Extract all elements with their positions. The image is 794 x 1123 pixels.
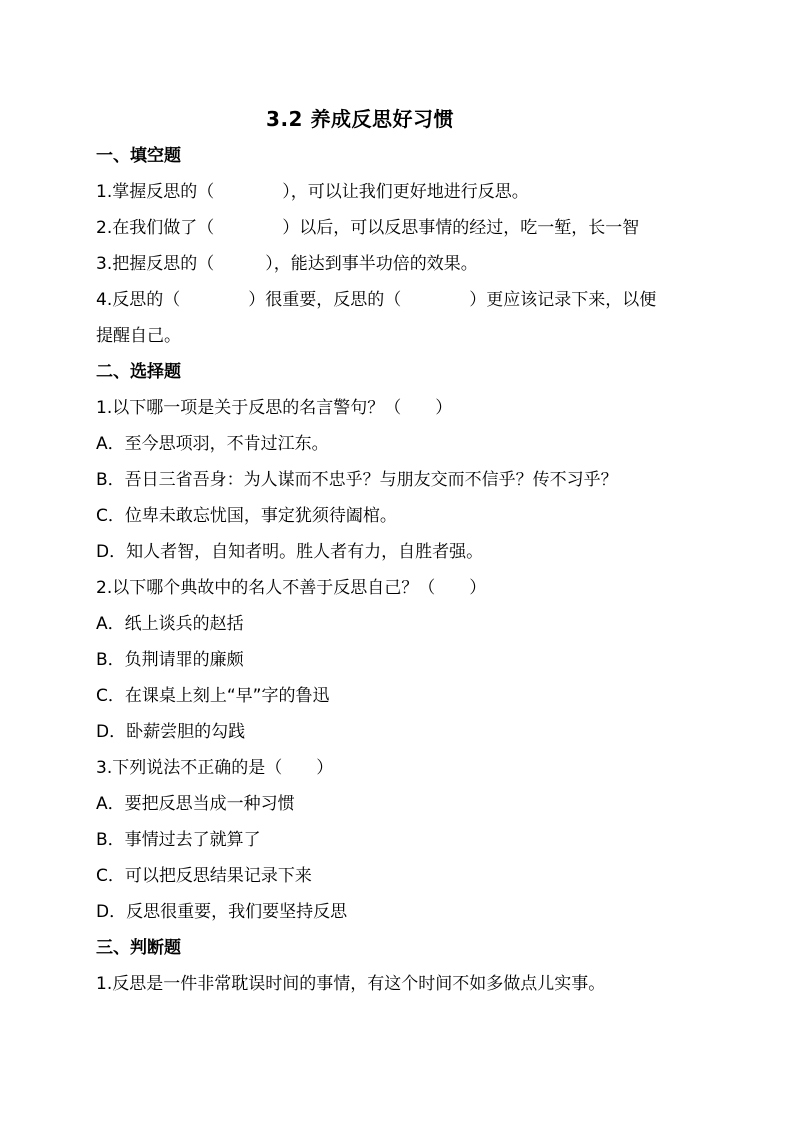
answer-option: B．负荆请罪的廉颇 [96, 650, 244, 670]
answer-option: D．知人者智，自知者明。胜人者有力，自胜者强。 [96, 542, 484, 562]
question-stem: 3.下列说法不正确的是（ ） [96, 758, 334, 778]
question-line: 3.把握反思的（ ），能达到事半功倍的效果。 [96, 254, 478, 274]
question-line: 1.掌握反思的（ ），可以让我们更好地进行反思。 [96, 182, 529, 202]
answer-option: B．吾日三省吾身：为人谋而不忠乎？与朋友交而不信乎？传不习乎？ [96, 470, 618, 490]
page-title: 3.2 养成反思好习惯 [266, 107, 454, 131]
answer-option: D．反思很重要，我们要坚持反思 [96, 902, 348, 922]
section-heading-multiple-choice: 二、选择题 [96, 362, 181, 382]
section-heading-fill-blank: 一、填空题 [96, 146, 181, 166]
answer-option: C．可以把反思结果记录下来 [96, 866, 312, 886]
question-line: 4.反思的（ ）很重要，反思的（ ）更应该记录下来，以便 [96, 290, 657, 310]
question-stem: 1.以下哪一项是关于反思的名言警句？（ ） [96, 398, 453, 418]
answer-option: A．要把反思当成一种习惯 [96, 794, 295, 814]
answer-option: C．位卑未敢忘忧国，事定犹须待阖棺。 [96, 506, 397, 526]
answer-option: A．纸上谈兵的赵括 [96, 614, 244, 634]
answer-option: B．事情过去了就算了 [96, 830, 261, 850]
question-line: 2.在我们做了（ ）以后，可以反思事情的经过，吃一堑，长一智 [96, 218, 640, 238]
answer-option: A．至今思项羽，不肯过江东。 [96, 434, 329, 454]
question-line: 提醒自己。 [96, 326, 181, 346]
section-heading-true-false: 三、判断题 [96, 938, 181, 958]
question-stem: 2.以下哪个典故中的名人不善于反思自己？（ ） [96, 578, 487, 598]
question-line: 1.反思是一件非常耽误时间的事情，有这个时间不如多做点儿实事。 [96, 974, 606, 994]
answer-option: C．在课桌上刻上“早”字的鲁迅 [96, 686, 330, 706]
answer-option: D．卧薪尝胆的勾践 [96, 722, 246, 742]
